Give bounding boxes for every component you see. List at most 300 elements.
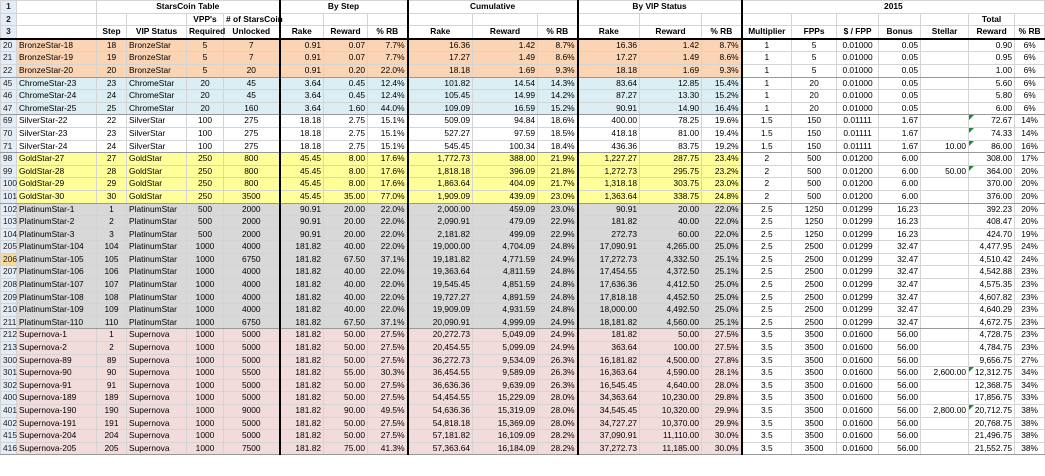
cell-stellar[interactable]: [921, 430, 969, 443]
cell-vpps-required[interactable]: 5: [187, 52, 224, 65]
cell-fpps[interactable]: 3500: [792, 392, 837, 405]
cell-bonus[interactable]: 6.00: [879, 190, 921, 203]
cell-cum-reward[interactable]: 14.99: [473, 90, 538, 103]
cell-cum-rb[interactable]: 24.9%: [538, 342, 578, 355]
cell-vip-rake[interactable]: 16,181.82: [578, 354, 640, 367]
cell-step-reward[interactable]: 90.00: [324, 405, 368, 418]
cell-vpps-required[interactable]: 1000: [187, 342, 224, 355]
cell-cum-reward[interactable]: 459.09: [473, 203, 538, 216]
row-header[interactable]: 2: [1, 13, 17, 26]
cell-vip-reward[interactable]: 1.49: [640, 52, 702, 65]
cell-starscoin-unlocked[interactable]: 9000: [224, 405, 280, 418]
cell-starscoin-unlocked[interactable]: 4000: [224, 241, 280, 254]
cell-step-reward[interactable]: 67.50: [324, 253, 368, 266]
cell-vip-status[interactable]: BronzeStar: [127, 52, 187, 65]
cell-total-rb[interactable]: 24%: [1015, 241, 1045, 254]
cell-vip-rb[interactable]: 28.0%: [702, 379, 742, 392]
cell-vip-status[interactable]: BronzeStar: [127, 39, 187, 52]
cell-cum-reward[interactable]: 4,891.59: [473, 291, 538, 304]
cell-cum-rake[interactable]: 19,545.45: [408, 279, 473, 292]
cell-cum-reward[interactable]: 5,049.09: [473, 329, 538, 342]
cell-stellar[interactable]: [921, 316, 969, 329]
cell-bonus[interactable]: 56.00: [879, 379, 921, 392]
cell-dollar-per-fpp[interactable]: 0.01299: [837, 304, 879, 317]
cell-stellar[interactable]: [921, 417, 969, 430]
cell-vpps-required[interactable]: 500: [187, 203, 224, 216]
cell-vip-rb[interactable]: 19.6%: [702, 115, 742, 128]
cell-bonus[interactable]: 56.00: [879, 430, 921, 443]
cell-fpps[interactable]: 5: [792, 39, 837, 52]
cell-step-rake[interactable]: 181.82: [280, 329, 324, 342]
cell-step-reward[interactable]: 0.07: [324, 39, 368, 52]
cell-cum-rake[interactable]: 19,181.82: [408, 253, 473, 266]
cell-dollar-per-fpp[interactable]: 0.01000: [837, 90, 879, 103]
cell-stellar[interactable]: [921, 228, 969, 241]
cell-vpps-required[interactable]: 250: [187, 165, 224, 178]
cell-stellar[interactable]: 2,800.00: [921, 405, 969, 418]
row-header[interactable]: 205: [1, 241, 17, 254]
cell-player-level[interactable]: ChromeStar-23: [17, 77, 97, 90]
cell-step[interactable]: 189: [97, 392, 127, 405]
cell-step-reward[interactable]: 50.00: [324, 417, 368, 430]
cell-fpps[interactable]: 3500: [792, 342, 837, 355]
cell-stellar[interactable]: [921, 102, 969, 115]
cell-bonus[interactable]: 56.00: [879, 354, 921, 367]
cell-bonus[interactable]: 0.05: [879, 77, 921, 90]
cell-bonus[interactable]: 56.00: [879, 405, 921, 418]
cell-bonus[interactable]: 0.05: [879, 39, 921, 52]
row-header[interactable]: 1: [1, 1, 17, 14]
cell-step-rb[interactable]: 17.6%: [368, 165, 408, 178]
cell-step[interactable]: 1: [97, 203, 127, 216]
cell-step-rake[interactable]: 181.82: [280, 442, 324, 455]
cell-total-reward[interactable]: 4,477.95: [969, 241, 1015, 254]
cell-player-level[interactable]: PlatinumStar-110: [17, 316, 97, 329]
cell-cum-rake[interactable]: 54,818.18: [408, 417, 473, 430]
cell-vpps-required[interactable]: 1000: [187, 417, 224, 430]
cell-stellar[interactable]: [921, 241, 969, 254]
row-header[interactable]: 3: [1, 26, 17, 39]
cell-total-reward[interactable]: 4,575.35: [969, 279, 1015, 292]
cell-step-rake[interactable]: 181.82: [280, 291, 324, 304]
cell-multiplier[interactable]: 2.5: [742, 216, 792, 229]
cell-starscoin-unlocked[interactable]: 275: [224, 115, 280, 128]
cell-vip-rake[interactable]: 436.36: [578, 140, 640, 153]
cell-fpps[interactable]: 500: [792, 178, 837, 191]
cell-total-reward[interactable]: 9,656.75: [969, 354, 1015, 367]
cell-cum-reward[interactable]: 4,931.59: [473, 304, 538, 317]
row-header[interactable]: 415: [1, 430, 17, 443]
cell-step[interactable]: 190: [97, 405, 127, 418]
cell-fpps[interactable]: 2500: [792, 316, 837, 329]
row-header[interactable]: 210: [1, 304, 17, 317]
row-header[interactable]: 70: [1, 127, 17, 140]
cell-step-reward[interactable]: 1.60: [324, 102, 368, 115]
cell-stellar[interactable]: [921, 279, 969, 292]
cell-fpps[interactable]: 3500: [792, 405, 837, 418]
cell-step[interactable]: 24: [97, 90, 127, 103]
cell-bonus[interactable]: 16.23: [879, 216, 921, 229]
cell-step[interactable]: 2: [97, 342, 127, 355]
cell-multiplier[interactable]: 2: [742, 153, 792, 166]
cell-total-reward[interactable]: 12,312.75: [969, 367, 1015, 380]
cell-step-rake[interactable]: 181.82: [280, 354, 324, 367]
cell-vip-status[interactable]: Supernova: [127, 379, 187, 392]
cell-step[interactable]: 18: [97, 39, 127, 52]
cell-vip-status[interactable]: Supernova: [127, 354, 187, 367]
cell-vip-reward[interactable]: 4,452.50: [640, 291, 702, 304]
cell-cum-rb[interactable]: 24.8%: [538, 266, 578, 279]
cell-multiplier[interactable]: 2.5: [742, 304, 792, 317]
cell-step[interactable]: 90: [97, 367, 127, 380]
cell-cum-rake[interactable]: 2,000.00: [408, 203, 473, 216]
cell-multiplier[interactable]: 2: [742, 165, 792, 178]
cell-vip-rb[interactable]: 23.2%: [702, 165, 742, 178]
cell-fpps[interactable]: 1250: [792, 203, 837, 216]
cell-vip-rb[interactable]: 29.8%: [702, 392, 742, 405]
cell-step-rake[interactable]: 181.82: [280, 379, 324, 392]
cell-cum-reward[interactable]: 16,109.09: [473, 430, 538, 443]
cell-step-rb[interactable]: 22.0%: [368, 304, 408, 317]
cell-stellar[interactable]: [921, 253, 969, 266]
cell-vip-reward[interactable]: 4,640.00: [640, 379, 702, 392]
cell-total-rb[interactable]: 34%: [1015, 379, 1045, 392]
cell-bonus[interactable]: 32.47: [879, 291, 921, 304]
cell-bonus[interactable]: 0.05: [879, 102, 921, 115]
cell-multiplier[interactable]: 1: [742, 39, 792, 52]
row-header[interactable]: 209: [1, 291, 17, 304]
cell-vip-reward[interactable]: 4,332.50: [640, 253, 702, 266]
cell-vip-status[interactable]: GoldStar: [127, 190, 187, 203]
cell-step-rake[interactable]: 90.91: [280, 216, 324, 229]
cell-vip-status[interactable]: PlatinumStar: [127, 216, 187, 229]
cell-step[interactable]: 110: [97, 316, 127, 329]
cell-cum-rb[interactable]: 23.0%: [538, 190, 578, 203]
cell-vip-rb[interactable]: 27.8%: [702, 354, 742, 367]
cell-step-reward[interactable]: 2.75: [324, 127, 368, 140]
cell-dollar-per-fpp[interactable]: 0.01200: [837, 190, 879, 203]
cell-fpps[interactable]: 150: [792, 127, 837, 140]
cell-vip-reward[interactable]: 295.75: [640, 165, 702, 178]
cell-stellar[interactable]: [921, 354, 969, 367]
cell-total-reward[interactable]: 6.00: [969, 102, 1015, 115]
cell-step-reward[interactable]: 40.00: [324, 266, 368, 279]
cell-vpps-required[interactable]: 1000: [187, 253, 224, 266]
cell-multiplier[interactable]: 3.5: [742, 342, 792, 355]
cell-step[interactable]: 25: [97, 102, 127, 115]
cell-player-level[interactable]: PlatinumStar-105: [17, 253, 97, 266]
cell-cum-rake[interactable]: 57,363.64: [408, 442, 473, 455]
cell-fpps[interactable]: 500: [792, 165, 837, 178]
cell-total-rb[interactable]: 20%: [1015, 190, 1045, 203]
cell-total-reward[interactable]: 308.00: [969, 153, 1015, 166]
cell-total-reward[interactable]: 21,496.75: [969, 430, 1015, 443]
row-header[interactable]: 207: [1, 266, 17, 279]
cell-bonus[interactable]: 32.47: [879, 266, 921, 279]
cell-total-rb[interactable]: 23%: [1015, 342, 1045, 355]
cell-total-reward[interactable]: 424.70: [969, 228, 1015, 241]
cell-total-reward[interactable]: 1.00: [969, 64, 1015, 77]
cell-multiplier[interactable]: 3.5: [742, 367, 792, 380]
cell-starscoin-unlocked[interactable]: 6750: [224, 316, 280, 329]
cell-total-reward[interactable]: 74.33: [969, 127, 1015, 140]
row-header[interactable]: 20: [1, 39, 17, 52]
cell-fpps[interactable]: 3500: [792, 367, 837, 380]
cell-cum-reward[interactable]: 4,704.09: [473, 241, 538, 254]
cell-total-rb[interactable]: 38%: [1015, 442, 1045, 455]
cell-step-reward[interactable]: 50.00: [324, 354, 368, 367]
cell-vip-status[interactable]: Supernova: [127, 329, 187, 342]
cell-vpps-required[interactable]: 1000: [187, 430, 224, 443]
cell-step-rb[interactable]: 15.1%: [368, 140, 408, 153]
cell-stellar[interactable]: [921, 291, 969, 304]
cell-player-level[interactable]: PlatinumStar-109: [17, 304, 97, 317]
cell-vip-rake[interactable]: 17,636.36: [578, 279, 640, 292]
cell-total-rb[interactable]: 6%: [1015, 64, 1045, 77]
row-header[interactable]: 206: [1, 253, 17, 266]
cell-vip-status[interactable]: ChromeStar: [127, 90, 187, 103]
cell-vip-rake[interactable]: 17,454.55: [578, 266, 640, 279]
row-header[interactable]: 212: [1, 329, 17, 342]
cell-dollar-per-fpp[interactable]: 0.01600: [837, 379, 879, 392]
cell-cum-rb[interactable]: 28.0%: [538, 405, 578, 418]
cell-vip-reward[interactable]: 4,492.50: [640, 304, 702, 317]
cell-stellar[interactable]: [921, 178, 969, 191]
cell-fpps[interactable]: 3500: [792, 442, 837, 455]
cell-step-rake[interactable]: 0.91: [280, 64, 324, 77]
cell-player-level[interactable]: Supernova-89: [17, 354, 97, 367]
cell-cum-rb[interactable]: 14.2%: [538, 90, 578, 103]
cell-cum-rb[interactable]: 9.3%: [538, 64, 578, 77]
cell-vip-rb[interactable]: 8.6%: [702, 52, 742, 65]
cell-step-rb[interactable]: 27.5%: [368, 379, 408, 392]
cell-starscoin-unlocked[interactable]: 2000: [224, 203, 280, 216]
cell-fpps[interactable]: 2500: [792, 266, 837, 279]
cell-cum-rb[interactable]: 24.8%: [538, 291, 578, 304]
cell-fpps[interactable]: 20: [792, 77, 837, 90]
row-header[interactable]: 213: [1, 342, 17, 355]
cell-total-reward[interactable]: 20,712.75: [969, 405, 1015, 418]
row-header[interactable]: 47: [1, 102, 17, 115]
cell-fpps[interactable]: 3500: [792, 379, 837, 392]
cell-starscoin-unlocked[interactable]: 275: [224, 140, 280, 153]
cell-vip-status[interactable]: SilverStar: [127, 127, 187, 140]
cell-cum-rake[interactable]: 36,636.36: [408, 379, 473, 392]
cell-vip-reward[interactable]: 11,185.00: [640, 442, 702, 455]
cell-total-rb[interactable]: 34%: [1015, 367, 1045, 380]
cell-vip-reward[interactable]: 4,590.00: [640, 367, 702, 380]
cell-vip-rb[interactable]: 25.0%: [702, 291, 742, 304]
cell-bonus[interactable]: 56.00: [879, 442, 921, 455]
cell-total-reward[interactable]: 364.00: [969, 165, 1015, 178]
cell-stellar[interactable]: [921, 52, 969, 65]
cell-total-rb[interactable]: 33%: [1015, 392, 1045, 405]
cell-cum-rb[interactable]: 15.2%: [538, 102, 578, 115]
cell-vip-status[interactable]: Supernova: [127, 442, 187, 455]
cell-vip-rb[interactable]: 27.5%: [702, 342, 742, 355]
cell-total-rb[interactable]: 6%: [1015, 102, 1045, 115]
cell-vip-rb[interactable]: 30.0%: [702, 430, 742, 443]
cell-total-reward[interactable]: 4,640.29: [969, 304, 1015, 317]
row-header[interactable]: 22: [1, 64, 17, 77]
cell-multiplier[interactable]: 3.5: [742, 430, 792, 443]
cell-total-rb[interactable]: 38%: [1015, 430, 1045, 443]
cell-vip-rb[interactable]: 15.2%: [702, 90, 742, 103]
cell-step-rb[interactable]: 22.0%: [368, 203, 408, 216]
cell-total-reward[interactable]: 4,784.75: [969, 342, 1015, 355]
cell-total-reward[interactable]: 72.67: [969, 115, 1015, 128]
cell-step-rake[interactable]: 181.82: [280, 367, 324, 380]
cell-player-level[interactable]: SilverStar-24: [17, 140, 97, 153]
cell-bonus[interactable]: 0.05: [879, 90, 921, 103]
cell-vpps-required[interactable]: 1000: [187, 442, 224, 455]
cell-vpps-required[interactable]: 20: [187, 102, 224, 115]
cell-cum-rake[interactable]: 2,181.82: [408, 228, 473, 241]
cell-vpps-required[interactable]: 1000: [187, 266, 224, 279]
cell-vip-rake[interactable]: 181.82: [578, 329, 640, 342]
cell-stellar[interactable]: [921, 203, 969, 216]
cell-cum-reward[interactable]: 16,184.09: [473, 442, 538, 455]
cell-vip-rb[interactable]: 27.5%: [702, 329, 742, 342]
cell-bonus[interactable]: 6.00: [879, 178, 921, 191]
cell-cum-rake[interactable]: 1,772.73: [408, 153, 473, 166]
row-header[interactable]: 21: [1, 52, 17, 65]
cell-vip-rb[interactable]: 25.1%: [702, 266, 742, 279]
cell-step-rake[interactable]: 181.82: [280, 253, 324, 266]
cell-starscoin-unlocked[interactable]: 45: [224, 90, 280, 103]
cell-step-rake[interactable]: 3.64: [280, 90, 324, 103]
cell-vip-reward[interactable]: 4,560.00: [640, 316, 702, 329]
cell-player-level[interactable]: GoldStar-30: [17, 190, 97, 203]
cell-starscoin-unlocked[interactable]: 5000: [224, 342, 280, 355]
cell-dollar-per-fpp[interactable]: 0.01600: [837, 354, 879, 367]
cell-cum-rake[interactable]: 1,863.64: [408, 178, 473, 191]
cell-total-reward[interactable]: 20,768.75: [969, 417, 1015, 430]
cell-dollar-per-fpp[interactable]: 0.01600: [837, 405, 879, 418]
cell-total-rb[interactable]: 6%: [1015, 90, 1045, 103]
cell-total-reward[interactable]: 21,552.75: [969, 442, 1015, 455]
cell-multiplier[interactable]: 2.5: [742, 241, 792, 254]
cell-total-rb[interactable]: 14%: [1015, 127, 1045, 140]
cell-vip-rake[interactable]: 16,545.45: [578, 379, 640, 392]
cell-vip-reward[interactable]: 83.75: [640, 140, 702, 153]
cell-player-level[interactable]: PlatinumStar-106: [17, 266, 97, 279]
cell-step-rake[interactable]: 3.64: [280, 102, 324, 115]
cell-multiplier[interactable]: 3.5: [742, 379, 792, 392]
cell-fpps[interactable]: 150: [792, 140, 837, 153]
cell-multiplier[interactable]: 1.5: [742, 115, 792, 128]
cell-step-reward[interactable]: 50.00: [324, 342, 368, 355]
cell-vip-reward[interactable]: 303.75: [640, 178, 702, 191]
cell-step[interactable]: 89: [97, 354, 127, 367]
cell-total-reward[interactable]: 0.95: [969, 52, 1015, 65]
cell-total-rb[interactable]: 17%: [1015, 153, 1045, 166]
cell-vip-rake[interactable]: 1,227.27: [578, 153, 640, 166]
cell-step-rb[interactable]: 17.6%: [368, 153, 408, 166]
cell-vip-status[interactable]: Supernova: [127, 417, 187, 430]
cell-cum-rake[interactable]: 19,727.27: [408, 291, 473, 304]
cell-cum-rake[interactable]: 57,181.82: [408, 430, 473, 443]
cell-step[interactable]: 3: [97, 228, 127, 241]
cell-starscoin-unlocked[interactable]: 2000: [224, 216, 280, 229]
cell-bonus[interactable]: 32.47: [879, 316, 921, 329]
cell-player-level[interactable]: ChromeStar-25: [17, 102, 97, 115]
cell-fpps[interactable]: 20: [792, 90, 837, 103]
cell-player-level[interactable]: BronzeStar-20: [17, 64, 97, 77]
cell-step-reward[interactable]: 40.00: [324, 304, 368, 317]
cell-vip-status[interactable]: Supernova: [127, 430, 187, 443]
cell-cum-rb[interactable]: 24.9%: [538, 316, 578, 329]
cell-cum-rb[interactable]: 28.2%: [538, 442, 578, 455]
cell-vip-status[interactable]: PlatinumStar: [127, 253, 187, 266]
cell-vip-reward[interactable]: 4,412.50: [640, 279, 702, 292]
cell-step-rake[interactable]: 0.91: [280, 52, 324, 65]
cell-step-rake[interactable]: 18.18: [280, 127, 324, 140]
cell-multiplier[interactable]: 2.5: [742, 266, 792, 279]
cell-player-level[interactable]: GoldStar-29: [17, 178, 97, 191]
cell-total-reward[interactable]: 370.00: [969, 178, 1015, 191]
cell-starscoin-unlocked[interactable]: 5000: [224, 329, 280, 342]
cell-total-rb[interactable]: 20%: [1015, 178, 1045, 191]
cell-step-rake[interactable]: 90.91: [280, 203, 324, 216]
cell-step-rb[interactable]: 22.0%: [368, 291, 408, 304]
cell-bonus[interactable]: 32.47: [879, 241, 921, 254]
cell-player-level[interactable]: GoldStar-28: [17, 165, 97, 178]
cell-dollar-per-fpp[interactable]: 0.01000: [837, 64, 879, 77]
cell-vip-rb[interactable]: 25.0%: [702, 279, 742, 292]
cell-vip-rb[interactable]: 22.0%: [702, 203, 742, 216]
cell-step-reward[interactable]: 8.00: [324, 153, 368, 166]
cell-starscoin-unlocked[interactable]: 800: [224, 165, 280, 178]
cell-vip-rake[interactable]: 181.82: [578, 216, 640, 229]
cell-step[interactable]: 91: [97, 379, 127, 392]
cell-vip-rake[interactable]: 37,272.73: [578, 442, 640, 455]
cell-step-rb[interactable]: 22.0%: [368, 241, 408, 254]
cell-vpps-required[interactable]: 500: [187, 228, 224, 241]
cell-total-rb[interactable]: 6%: [1015, 39, 1045, 52]
cell-step-rake[interactable]: 45.45: [280, 165, 324, 178]
cell-vip-rake[interactable]: 1,318.18: [578, 178, 640, 191]
cell-vip-status[interactable]: PlatinumStar: [127, 266, 187, 279]
cell-cum-reward[interactable]: 9,639.09: [473, 379, 538, 392]
cell-cum-reward[interactable]: 388.00: [473, 153, 538, 166]
cell-cum-reward[interactable]: 100.34: [473, 140, 538, 153]
cell-step-reward[interactable]: 50.00: [324, 329, 368, 342]
cell-step-rb[interactable]: 12.4%: [368, 90, 408, 103]
cell-step-rake[interactable]: 181.82: [280, 266, 324, 279]
cell-player-level[interactable]: BronzeStar-19: [17, 52, 97, 65]
cell-fpps[interactable]: 500: [792, 190, 837, 203]
cell-step[interactable]: 27: [97, 153, 127, 166]
cell-vip-status[interactable]: Supernova: [127, 342, 187, 355]
cell-stellar[interactable]: [921, 153, 969, 166]
cell-step-rb[interactable]: 27.5%: [368, 430, 408, 443]
cell-step-rake[interactable]: 45.45: [280, 153, 324, 166]
cell-vip-rb[interactable]: 25.1%: [702, 316, 742, 329]
cell-cum-rb[interactable]: 24.9%: [538, 329, 578, 342]
cell-step-rb[interactable]: 15.1%: [368, 115, 408, 128]
cell-player-level[interactable]: PlatinumStar-1: [17, 203, 97, 216]
row-header[interactable]: 46: [1, 90, 17, 103]
cell-total-reward[interactable]: 4,510.42: [969, 253, 1015, 266]
cell-step[interactable]: 28: [97, 165, 127, 178]
cell-vip-status[interactable]: ChromeStar: [127, 102, 187, 115]
cell-cum-rake[interactable]: 105.45: [408, 90, 473, 103]
cell-vpps-required[interactable]: 250: [187, 178, 224, 191]
cell-starscoin-unlocked[interactable]: 5000: [224, 392, 280, 405]
cell-bonus[interactable]: 0.05: [879, 64, 921, 77]
cell-cum-rb[interactable]: 8.7%: [538, 39, 578, 52]
